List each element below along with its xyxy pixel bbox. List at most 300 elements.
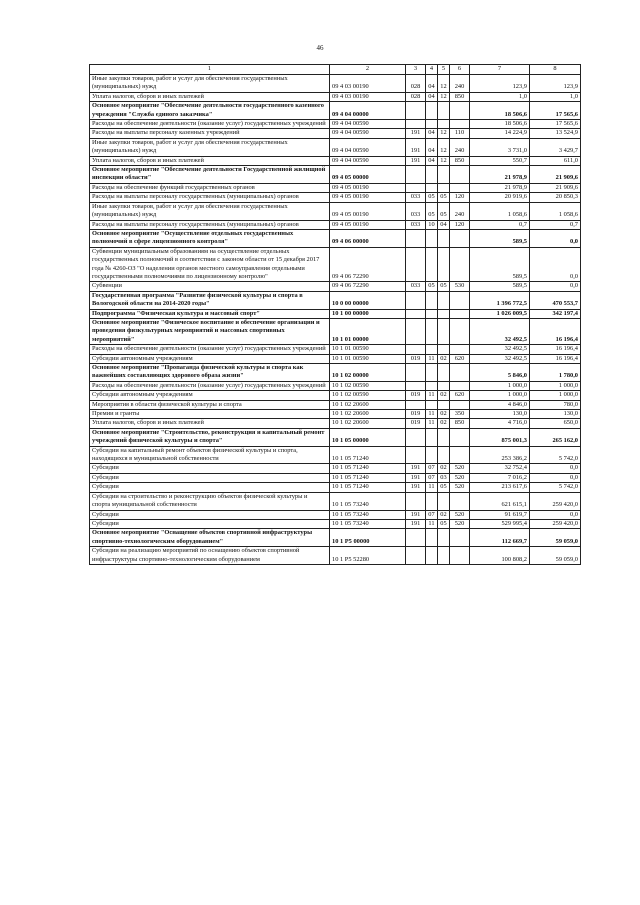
amount-2020: 0,0 (530, 282, 581, 291)
budget-code: 09 4 05 00190 (330, 183, 406, 192)
budget-code: 09 4 04 00000 (330, 102, 406, 120)
subsection-code: 03 (438, 473, 450, 482)
row-name: Государственная программа "Развитие физической культуры и спорта в Вологодской области на 2014-2020 годы" (90, 291, 330, 309)
subsection-code: 02 (438, 419, 450, 428)
budget-code: 10 1 00 00000 (330, 309, 406, 318)
ministry-code: 028 (406, 75, 426, 93)
budget-code: 09 4 05 00190 (330, 220, 406, 229)
table-row (90, 483, 581, 492)
budget-code: 10 1 05 73240 (330, 492, 406, 510)
ministry-code: 191 (406, 464, 426, 473)
row-name: Основное мероприятие "Оснащение объектов спортивной инфраструктуры спортивно-технологическим оборудованием" (90, 529, 330, 547)
ministry-code: 028 (406, 92, 426, 101)
amount-2019: 213 617,6 (470, 483, 530, 492)
table-row (90, 510, 581, 519)
table-row (90, 318, 581, 344)
expense-type-code (450, 446, 470, 464)
budget-code: 09 4 04 00590 (330, 138, 406, 156)
ministry-code (406, 428, 426, 446)
section-code (426, 529, 438, 547)
page-number: 46 (316, 44, 324, 52)
row-name: Уплата налогов, сборов и иных платежей (90, 419, 330, 428)
subsection-code (438, 183, 450, 192)
subsection-code: 02 (438, 510, 450, 519)
subsection-code: 02 (438, 410, 450, 419)
section-code: 04 (426, 129, 438, 138)
subsection-code (438, 309, 450, 318)
expense-type-code (450, 492, 470, 510)
table-row (90, 492, 581, 510)
ministry-code: 191 (406, 129, 426, 138)
section-code (426, 229, 438, 247)
budget-code: 09 4 04 00590 (330, 120, 406, 129)
subsection-code: 05 (438, 202, 450, 220)
ministry-code: 019 (406, 354, 426, 363)
section-code: 04 (426, 92, 438, 101)
expense-type-code (450, 291, 470, 309)
table-row (90, 156, 581, 165)
subsection-code: 02 (438, 464, 450, 473)
row-name: Расходы на выплаты персоналу казенных учреждений (90, 129, 330, 138)
table-row (90, 345, 581, 354)
expense-type-code (450, 400, 470, 409)
amount-2019: 1 058,6 (470, 202, 530, 220)
amount-2019: 1,0 (470, 92, 530, 101)
amount-2019: 1 026 009,5 (470, 309, 530, 318)
budget-code: 09 4 05 00190 (330, 193, 406, 202)
column-header: 3 (406, 65, 426, 75)
expense-type-code (450, 309, 470, 318)
amount-2019: 20 919,6 (470, 193, 530, 202)
budget-code: 10 1 02 00000 (330, 364, 406, 382)
expense-type-code (450, 120, 470, 129)
amount-2020: 17 565,6 (530, 120, 581, 129)
amount-2019: 550,7 (470, 156, 530, 165)
section-code: 10 (426, 220, 438, 229)
column-header: 2 (330, 65, 406, 75)
row-name: Субсидии автономным учреждениям (90, 391, 330, 400)
amount-2019: 21 978,9 (470, 183, 530, 192)
amount-2020: 265 162,0 (530, 428, 581, 446)
subsection-code (438, 229, 450, 247)
row-name: Субсидии (90, 483, 330, 492)
ministry-code (406, 547, 426, 565)
amount-2019: 123,9 (470, 75, 530, 93)
subsection-code (438, 400, 450, 409)
subsection-code (438, 166, 450, 184)
ministry-code (406, 529, 426, 547)
table-row (90, 229, 581, 247)
section-code (426, 183, 438, 192)
subsection-code (438, 492, 450, 510)
budget-code: 09 4 05 00190 (330, 202, 406, 220)
subsection-code (438, 345, 450, 354)
budget-code: 10 1 05 71240 (330, 483, 406, 492)
amount-2020: 1 000,0 (530, 391, 581, 400)
ministry-code: 033 (406, 220, 426, 229)
amount-2020: 470 553,7 (530, 291, 581, 309)
table-row (90, 473, 581, 482)
amount-2020: 0,0 (530, 229, 581, 247)
row-name: Расходы на обеспечение деятельности (оказание услуг) государственных учреждений (90, 381, 330, 390)
ministry-code (406, 318, 426, 344)
budget-code: 10 1 01 00590 (330, 345, 406, 354)
column-header: 6 (450, 65, 470, 75)
budget-code: 09 4 06 72290 (330, 247, 406, 282)
budget-code: 10 1 02 20600 (330, 410, 406, 419)
section-code (426, 247, 438, 282)
row-name: Субсидии (90, 464, 330, 473)
row-name: Основное мероприятие "Пропаганда физической культуры и спорта как важнейших составляющих здорового образа жизни" (90, 364, 330, 382)
amount-2020: 780,0 (530, 400, 581, 409)
expense-type-code: 520 (450, 483, 470, 492)
subsection-code: 12 (438, 138, 450, 156)
expense-type-code: 520 (450, 519, 470, 528)
amount-2020: 13 524,9 (530, 129, 581, 138)
amount-2019: 529 995,4 (470, 519, 530, 528)
amount-2020: 17 565,6 (530, 102, 581, 120)
amount-2020: 0,7 (530, 220, 581, 229)
table-row (90, 400, 581, 409)
amount-2020: 1,0 (530, 92, 581, 101)
ministry-code (406, 247, 426, 282)
row-name: Основное мероприятие "Физическое воспитание и обеспечение организации и проведения физкультурных мероприятий и массовых спортивных мероприятий" (90, 318, 330, 344)
row-name: Уплата налогов, сборов и иных платежей (90, 156, 330, 165)
amount-2020: 259 420,0 (530, 519, 581, 528)
budget-code: 10 1 02 20600 (330, 419, 406, 428)
amount-2020: 650,0 (530, 419, 581, 428)
amount-2020: 5 742,0 (530, 446, 581, 464)
table-row (90, 129, 581, 138)
row-name: Субвенции муниципальным образованиям на осуществление отдельных государственных полномочий в соответствии с законом области от 15 декабря 2017 года № 4260-ОЗ "О наделении органов местного самоуправления отдельными государственными полномочиями по лицензионному контролю" (90, 247, 330, 282)
amount-2020: 59 059,0 (530, 547, 581, 565)
section-code (426, 364, 438, 382)
section-code (426, 400, 438, 409)
amount-2020: 5 742,0 (530, 483, 581, 492)
section-code: 11 (426, 410, 438, 419)
ministry-code (406, 120, 426, 129)
row-name: Субсидии (90, 473, 330, 482)
ministry-code (406, 183, 426, 192)
section-code (426, 547, 438, 565)
amount-2019: 875 001,3 (470, 428, 530, 446)
amount-2019: 7 016,2 (470, 473, 530, 482)
table-row (90, 464, 581, 473)
row-name: Уплата налогов, сборов и иных платежей (90, 92, 330, 101)
amount-2020: 16 196,4 (530, 345, 581, 354)
amount-2019: 589,5 (470, 229, 530, 247)
ministry-code: 191 (406, 483, 426, 492)
amount-2019: 32 492,5 (470, 318, 530, 344)
section-code: 05 (426, 202, 438, 220)
ministry-code: 191 (406, 510, 426, 519)
row-name: Субсидии на капитальный ремонт объектов физической культуры и спорта, находящихся в муниципальной собственности (90, 446, 330, 464)
expense-type-code: 850 (450, 156, 470, 165)
amount-2019: 18 506,6 (470, 102, 530, 120)
amount-2020: 0,0 (530, 473, 581, 482)
row-name: Мероприятия в области физической культуры и спорта (90, 400, 330, 409)
row-name: Субсидии (90, 519, 330, 528)
row-name: Иные закупки товаров, работ и услуг для обеспечения государственных (муниципальных) нужд (90, 202, 330, 220)
amount-2019: 18 506,6 (470, 120, 530, 129)
expense-type-code (450, 166, 470, 184)
amount-2019: 4 846,0 (470, 400, 530, 409)
column-header: 1 (90, 65, 330, 75)
section-code (426, 309, 438, 318)
ministry-code: 033 (406, 202, 426, 220)
expense-type-code (450, 247, 470, 282)
row-name: Субвенции (90, 282, 330, 291)
budget-code: 10 1 02 20600 (330, 400, 406, 409)
section-code (426, 318, 438, 344)
budget-code: 10 1 05 00000 (330, 428, 406, 446)
budget-code: 10 1 02 00590 (330, 381, 406, 390)
table-row (90, 547, 581, 565)
table-row (90, 291, 581, 309)
amount-2019: 32 752,4 (470, 464, 530, 473)
expense-type-code (450, 345, 470, 354)
table-row (90, 202, 581, 220)
amount-2020: 1 058,6 (530, 202, 581, 220)
ministry-code (406, 166, 426, 184)
amount-2019: 91 619,7 (470, 510, 530, 519)
budget-code: 10 1 02 00590 (330, 391, 406, 400)
section-code (426, 446, 438, 464)
budget-code: 10 1 05 73240 (330, 519, 406, 528)
expense-type-code (450, 229, 470, 247)
amount-2019: 112 669,7 (470, 529, 530, 547)
subsection-code: 12 (438, 129, 450, 138)
subsection-code (438, 547, 450, 565)
row-name: Подпрограмма "Физическая культура и массовый спорт" (90, 309, 330, 318)
subsection-code (438, 428, 450, 446)
expense-type-code (450, 364, 470, 382)
expense-type-code: 620 (450, 354, 470, 363)
amount-2020: 16 196,4 (530, 354, 581, 363)
amount-2020: 3 429,7 (530, 138, 581, 156)
amount-2020: 21 909,6 (530, 166, 581, 184)
ministry-code (406, 381, 426, 390)
row-name: Расходы на выплаты персоналу государственных (муниципальных) органов (90, 193, 330, 202)
amount-2019: 5 846,0 (470, 364, 530, 382)
subsection-code (438, 291, 450, 309)
ministry-code (406, 291, 426, 309)
amount-2019: 14 224,9 (470, 129, 530, 138)
budget-code: 10 1 P5 52280 (330, 547, 406, 565)
amount-2020: 130,0 (530, 410, 581, 419)
subsection-code: 05 (438, 193, 450, 202)
ministry-code: 191 (406, 473, 426, 482)
amount-2019: 253 386,2 (470, 446, 530, 464)
table-row (90, 102, 581, 120)
column-header: 5 (438, 65, 450, 75)
row-name: Иные закупки товаров, работ и услуг для обеспечения государственных (муниципальных) нужд (90, 138, 330, 156)
subsection-code (438, 102, 450, 120)
amount-2020: 16 196,4 (530, 318, 581, 344)
expense-type-code: 850 (450, 419, 470, 428)
ministry-code: 033 (406, 193, 426, 202)
row-name: Основное мероприятие "Осуществление отдельных государственных полномочий в сфере лицензионного контроля" (90, 229, 330, 247)
section-code: 05 (426, 282, 438, 291)
amount-2020: 0,0 (530, 464, 581, 473)
expense-type-code: 350 (450, 410, 470, 419)
row-name: Субсидии на строительство и реконструкцию объектов физической культуры и спорта муниципальной собственности (90, 492, 330, 510)
column-header: 8 (530, 65, 581, 75)
ministry-code (406, 102, 426, 120)
amount-2019: 1 000,0 (470, 381, 530, 390)
section-code: 11 (426, 519, 438, 528)
column-header: 4 (426, 65, 438, 75)
section-code (426, 102, 438, 120)
table-row (90, 529, 581, 547)
amount-2019: 100 808,2 (470, 547, 530, 565)
table-header-row (90, 65, 581, 75)
table-row (90, 410, 581, 419)
expense-type-code (450, 428, 470, 446)
budget-code: 09 4 03 00190 (330, 92, 406, 101)
section-code: 04 (426, 156, 438, 165)
section-code: 07 (426, 473, 438, 482)
budget-code: 10 1 05 71240 (330, 473, 406, 482)
amount-2020: 342 197,4 (530, 309, 581, 318)
amount-2019: 4 716,0 (470, 419, 530, 428)
amount-2020: 20 850,3 (530, 193, 581, 202)
amount-2020: 21 909,6 (530, 183, 581, 192)
expense-type-code: 520 (450, 464, 470, 473)
row-name: Основное мероприятие "Строительство, реконструкция и капитальный ремонт учреждений физической культуры и спорта" (90, 428, 330, 446)
budget-code: 10 1 P5 00000 (330, 529, 406, 547)
ministry-code: 191 (406, 519, 426, 528)
amount-2019: 621 615,1 (470, 492, 530, 510)
expense-type-code (450, 529, 470, 547)
section-code (426, 291, 438, 309)
subsection-code: 04 (438, 220, 450, 229)
table-row (90, 138, 581, 156)
budget-code: 09 4 06 00000 (330, 229, 406, 247)
amount-2019: 3 731,0 (470, 138, 530, 156)
row-name: Субсидии автономным учреждениям (90, 354, 330, 363)
ministry-code (406, 446, 426, 464)
row-name: Расходы на обеспечение деятельности (оказание услуг) государственных учреждений (90, 345, 330, 354)
budget-code: 10 1 01 00590 (330, 354, 406, 363)
section-code: 07 (426, 464, 438, 473)
amount-2020: 611,0 (530, 156, 581, 165)
subsection-code (438, 446, 450, 464)
ministry-code (406, 229, 426, 247)
expense-type-code (450, 318, 470, 344)
table-row (90, 183, 581, 192)
row-name: Субсидии (90, 510, 330, 519)
amount-2020: 0,0 (530, 247, 581, 282)
table-body (90, 75, 581, 565)
table-row (90, 428, 581, 446)
amount-2020: 1 780,0 (530, 364, 581, 382)
table-row (90, 419, 581, 428)
table-row (90, 381, 581, 390)
section-code: 04 (426, 138, 438, 156)
table-row (90, 364, 581, 382)
table-row (90, 309, 581, 318)
amount-2020: 59 059,0 (530, 529, 581, 547)
amount-2019: 589,5 (470, 282, 530, 291)
row-name: Основное мероприятие "Обеспечение деятельности Государственной жилищной инспекции области" (90, 166, 330, 184)
amount-2019: 32 492,5 (470, 345, 530, 354)
expense-type-code: 520 (450, 510, 470, 519)
section-code: 04 (426, 75, 438, 93)
subsection-code: 05 (438, 282, 450, 291)
subsection-code: 02 (438, 391, 450, 400)
section-code: 11 (426, 483, 438, 492)
amount-2020: 1 000,0 (530, 381, 581, 390)
expense-type-code: 240 (450, 202, 470, 220)
expense-type-code: 240 (450, 138, 470, 156)
budget-code: 10 1 05 73240 (330, 510, 406, 519)
budget-code: 10 1 05 71240 (330, 446, 406, 464)
ministry-code: 191 (406, 156, 426, 165)
row-name: Основное мероприятие "Обеспечение деятельности государственного казенного учреждения "Служба единого заказчика" (90, 102, 330, 120)
table-row (90, 446, 581, 464)
table-row (90, 220, 581, 229)
ministry-code (406, 364, 426, 382)
subsection-code (438, 381, 450, 390)
expense-type-code (450, 102, 470, 120)
table-row (90, 391, 581, 400)
budget-code: 10 1 05 71240 (330, 464, 406, 473)
budget-code: 10 0 00 00000 (330, 291, 406, 309)
expense-type-code: 120 (450, 220, 470, 229)
budget-code: 09 4 03 00190 (330, 75, 406, 93)
amount-2019: 1 000,0 (470, 391, 530, 400)
expense-type-code: 120 (450, 193, 470, 202)
expense-type-code: 620 (450, 391, 470, 400)
subsection-code (438, 247, 450, 282)
section-code: 11 (426, 419, 438, 428)
budget-code: 09 4 06 72290 (330, 282, 406, 291)
ministry-code (406, 492, 426, 510)
column-header: 7 (470, 65, 530, 75)
subsection-code (438, 364, 450, 382)
row-name: Расходы на обеспечение деятельности (оказание услуг) государственных учреждений (90, 120, 330, 129)
subsection-code (438, 120, 450, 129)
section-code (426, 166, 438, 184)
table-row (90, 247, 581, 282)
budget-code: 09 4 04 00590 (330, 129, 406, 138)
amount-2019: 1 396 772,5 (470, 291, 530, 309)
amount-2020: 123,9 (530, 75, 581, 93)
subsection-code: 02 (438, 354, 450, 363)
row-name: Расходы на обеспечение функций государственных органов (90, 183, 330, 192)
subsection-code: 05 (438, 519, 450, 528)
section-code (426, 428, 438, 446)
section-code (426, 120, 438, 129)
expense-type-code: 850 (450, 92, 470, 101)
subsection-code: 05 (438, 483, 450, 492)
expense-type-code: 520 (450, 473, 470, 482)
budget-code: 09 4 05 00000 (330, 166, 406, 184)
section-code (426, 381, 438, 390)
expense-type-code: 530 (450, 282, 470, 291)
expense-type-code: 240 (450, 75, 470, 93)
budget-code: 10 1 01 00000 (330, 318, 406, 344)
expense-type-code (450, 183, 470, 192)
table-row (90, 75, 581, 93)
subsection-code: 12 (438, 75, 450, 93)
section-code: 05 (426, 193, 438, 202)
row-name: Расходы на выплаты персоналу государственных (муниципальных) органов (90, 220, 330, 229)
ministry-code (406, 345, 426, 354)
subsection-code: 12 (438, 156, 450, 165)
amount-2020: 259 420,0 (530, 492, 581, 510)
